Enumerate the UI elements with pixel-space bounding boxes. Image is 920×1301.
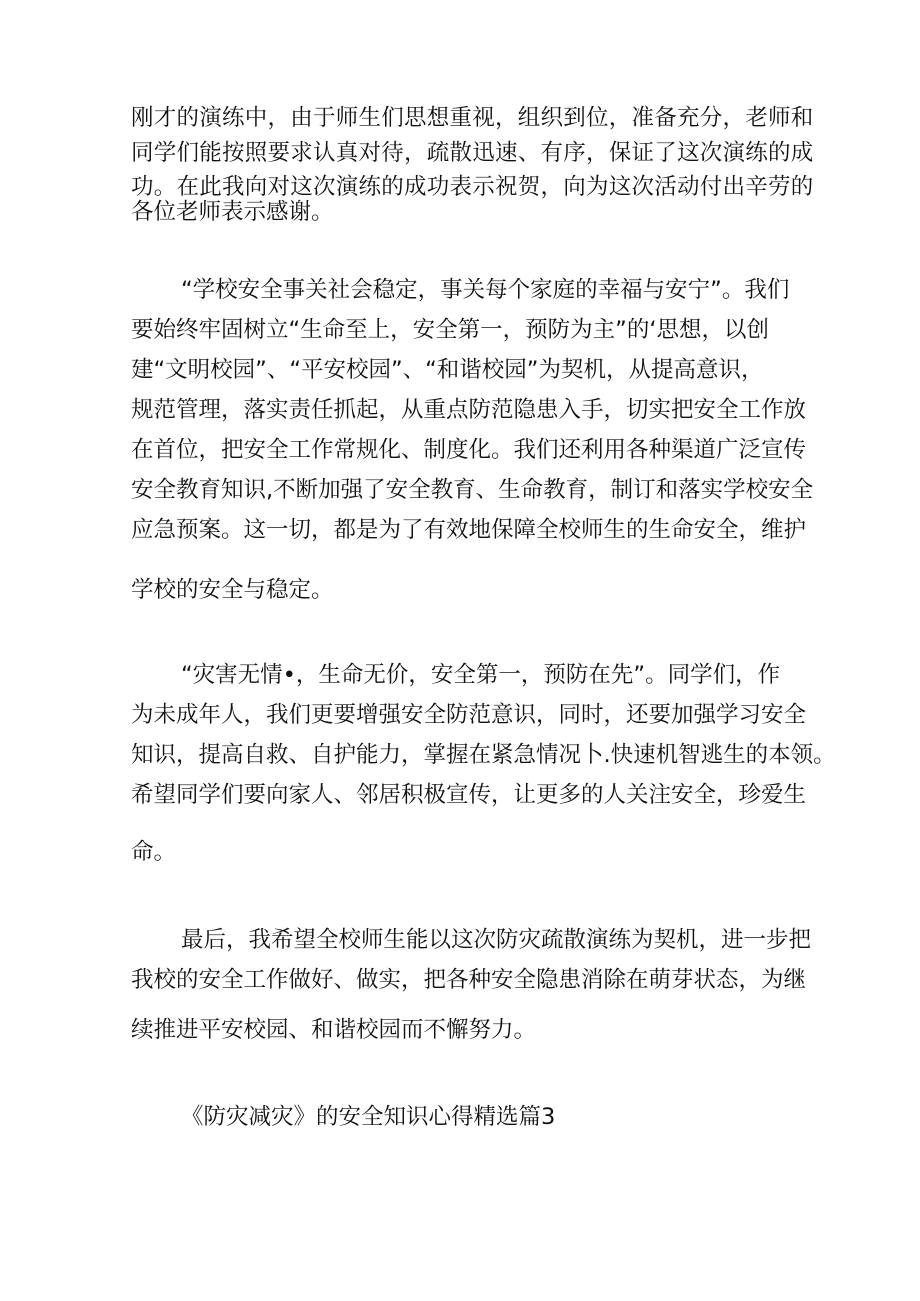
paragraph-1-line-4: 各位老师表示感谢。 [131, 199, 334, 225]
paragraph-3-line-2: 为未成年人，我们更要增强安全防范意识，同时，还要加强学习安全 [131, 702, 807, 728]
section-heading: 《防灾减灾》的安全知识心得精选篇3 [181, 1104, 556, 1130]
paragraph-1-line-3: 功。在此我向对这次演练的成功表示祝贺，向为这次活动付出辛劳的 [131, 174, 814, 200]
paragraph-2-line-3: 建“文明校园”、“平安校园”、“和谐校园”为契机，从提高意识， [131, 357, 764, 383]
paragraph-3-line-4: 希望同学们要向家人、邻居积极宣传，让更多的人关注安全，珍爱生 [131, 782, 807, 808]
paragraph-3-line-5: 命。 [131, 839, 177, 865]
paragraph-3-line-1: “灾害无情•，生命无价，安全第一，预防在先”。同学们，作 [181, 662, 781, 688]
paragraph-4-line-2: 我校的安全工作做好、做实，把各种安全隐患消除在萌芽状态，为继 [131, 967, 807, 993]
paragraph-1-line-1: 刚才的演练中，由于师生们思想重视，组织到位，准备充分，老师和 [131, 105, 814, 131]
paragraph-1-line-2: 同学们能按照要求认真对待，疏散迅速、有序，保证了这次演练的成 [131, 140, 814, 166]
paragraph-2-line-7: 应急预案。这一切，都是为了有效地保障全校师生的生命安全，维护 [131, 517, 807, 543]
paragraph-2-line-4: 规范管理，落实责任抓起，从重点防范隐患入手，切实把安全工作放 [131, 397, 807, 423]
paragraph-2-line-5: 在首位，把安全工作常规化、制度化。我们还利用各种渠道广泛宣传 [131, 437, 807, 463]
paragraph-2-line-1: “学校安全事关社会稳定，事关每个家庭的幸福与安宁”。我们 [181, 277, 790, 303]
paragraph-4-line-1: 最后，我希望全校师生能以这次防灾疏散演练为契机，进一步把 [181, 927, 812, 953]
paragraph-3-line-3: 知识，提高自救、自护能力，掌握在紧急情况卜.快速机智逃生的本领。 [131, 742, 836, 768]
paragraph-2-line-8: 学校的安全与稳定。 [131, 577, 334, 603]
paragraph-2-line-2: 要始终牢固树立“生命至上，安全第一，预防为主”的‘思想，以创 [131, 317, 769, 343]
paragraph-4-line-3: 续推进平安校园、和谐校园而不懈努力。 [131, 1017, 537, 1043]
paragraph-2-line-6: 安全教育知识,不断加强了安全教育、生命教育，制订和落实学校安全 [131, 477, 814, 503]
